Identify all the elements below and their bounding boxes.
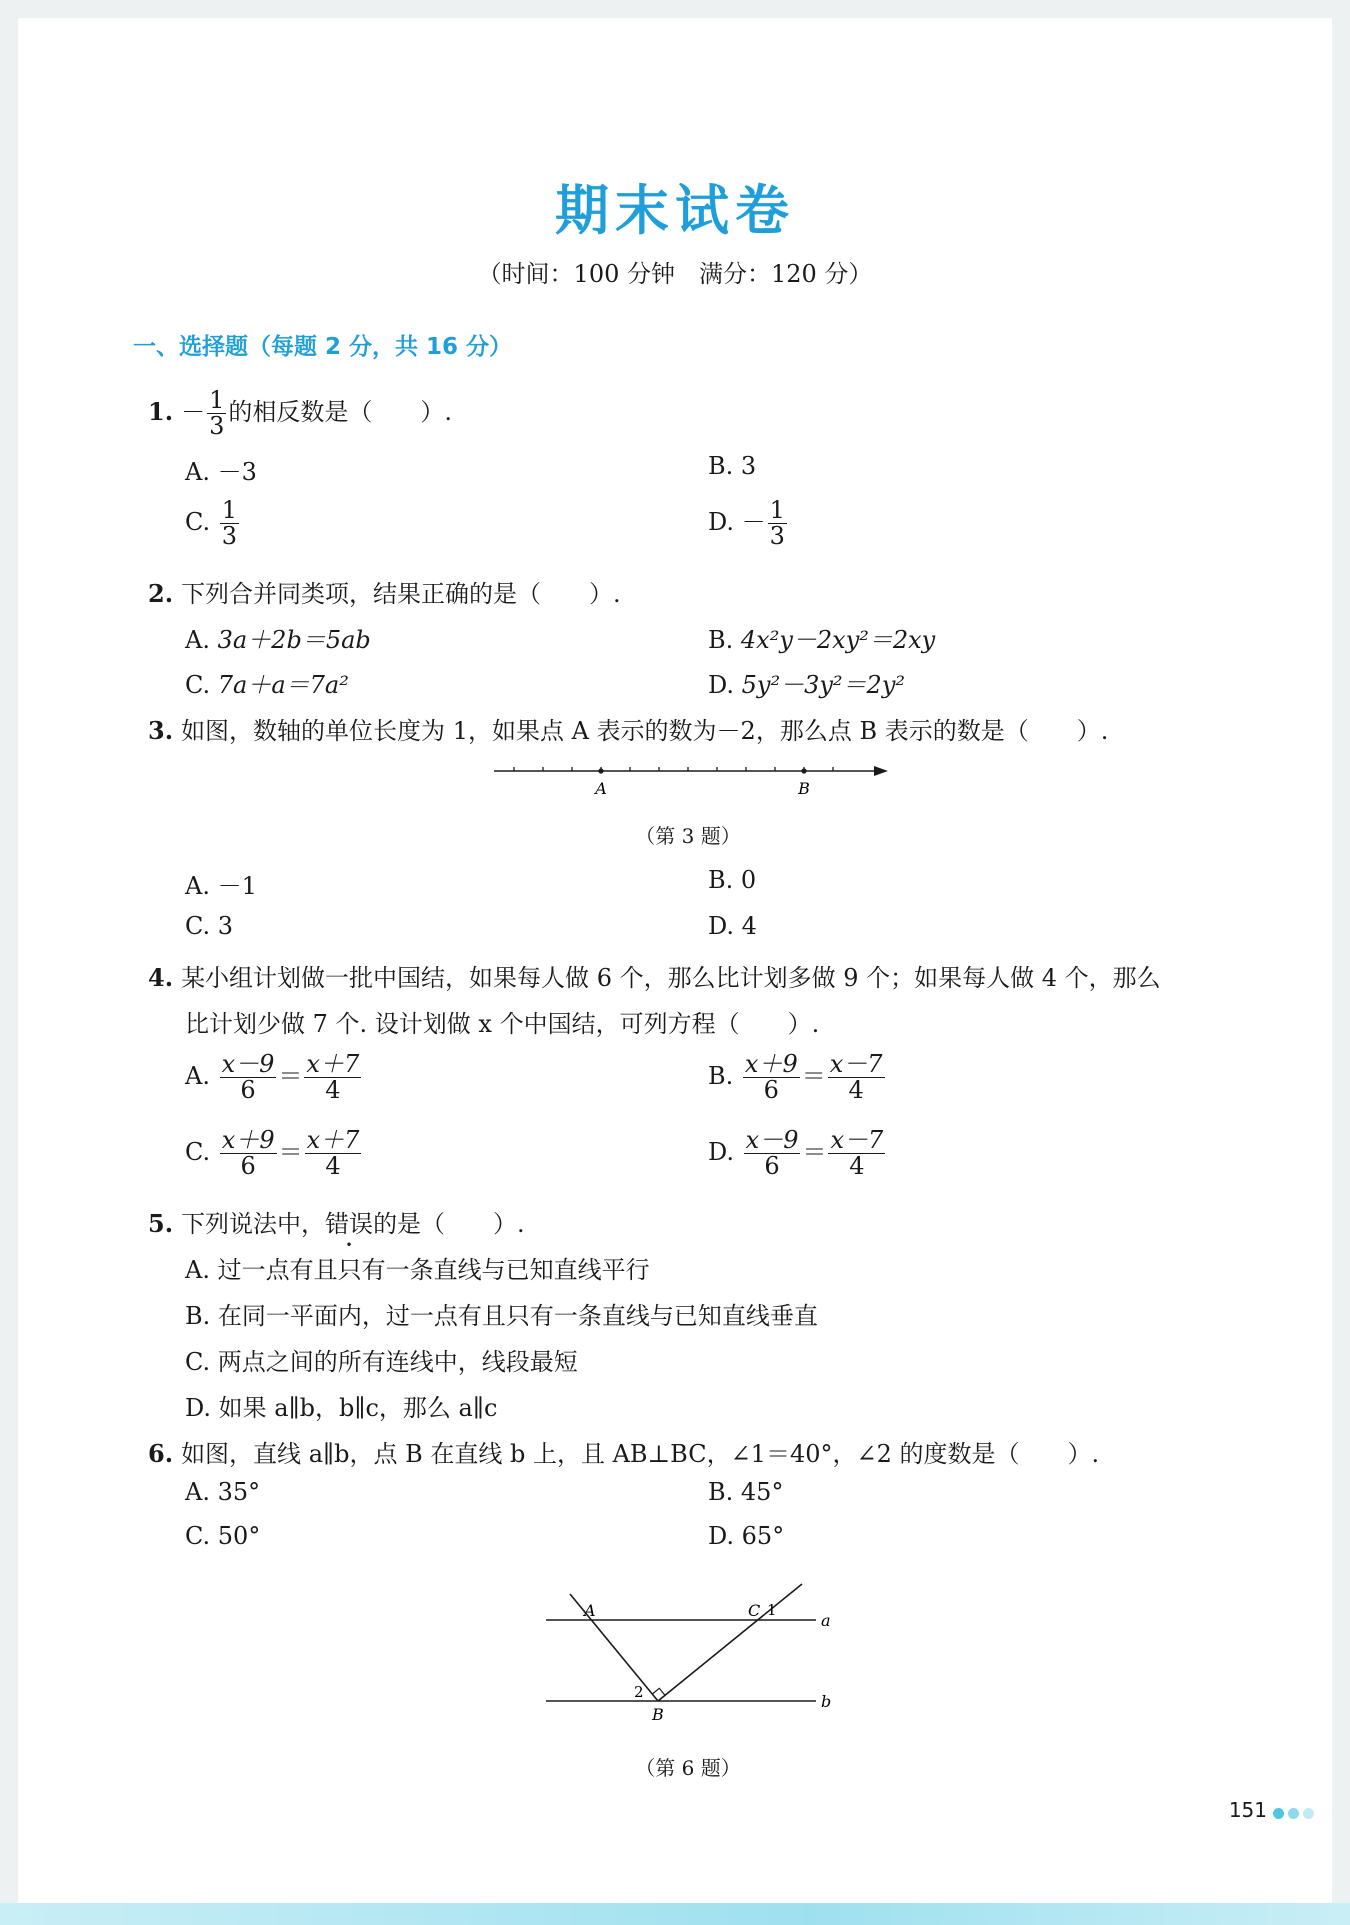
question-stem: 下列合并同类项，结果正确的是（ ）. — [181, 580, 621, 608]
frac-num: x－9 — [745, 1126, 799, 1154]
question-4 — [148, 958, 1161, 993]
bottom-decor-band — [0, 1903, 1350, 1925]
frac-num: x＋7 — [306, 1050, 360, 1078]
q4-option-d[interactable] — [708, 1128, 887, 1179]
option-label: A. — [185, 872, 210, 900]
equals-sign: ＝ — [278, 1138, 303, 1167]
question-number: 2. — [148, 579, 174, 608]
question-6 — [148, 1434, 1099, 1469]
q3-option-d[interactable] — [708, 912, 757, 940]
q3-option-c[interactable] — [185, 912, 233, 940]
option-label: C. — [185, 1348, 211, 1376]
question-2 — [148, 574, 621, 609]
rhs-fraction — [828, 1128, 885, 1179]
option-label: D. — [708, 1138, 735, 1167]
angle-1-label: 1 — [767, 1601, 777, 1619]
option-text: 在同一平面内，过一点有且只有一条直线与已知直线垂直 — [217, 1302, 818, 1330]
question-number: 6. — [148, 1439, 174, 1468]
option-label: B. — [185, 1302, 211, 1330]
option-label: A. — [185, 1478, 210, 1506]
frac-num: x－9 — [221, 1050, 275, 1078]
rhs-fraction — [828, 1052, 885, 1103]
page-number: 151 — [1228, 1798, 1267, 1822]
question-1 — [148, 388, 452, 439]
point-c-label: C — [748, 1601, 761, 1620]
q1-frac-num: 1 — [209, 386, 225, 414]
frac-num: 1 — [221, 496, 238, 524]
lhs-fraction — [220, 1052, 277, 1103]
q6-option-a[interactable] — [185, 1478, 260, 1506]
option-label: A. — [185, 1062, 210, 1091]
point-a-label: A — [584, 1601, 596, 1620]
line-a-label: a — [821, 1611, 831, 1630]
page-title: 期末试卷 — [555, 179, 795, 242]
q4-option-a[interactable] — [185, 1052, 363, 1103]
frac-num: x＋9 — [744, 1050, 798, 1078]
option-label: D. — [708, 1522, 735, 1550]
q5-option-b[interactable] — [185, 1296, 818, 1331]
option-text: 65° — [741, 1522, 785, 1550]
option-label: D. — [708, 912, 735, 940]
option-text: 0 — [740, 866, 757, 894]
q2-option-b[interactable] — [708, 620, 935, 655]
option-text: 两点之间的所有连线中，线段最短 — [217, 1348, 578, 1376]
frac-num: x－7 — [830, 1126, 884, 1154]
q3-option-b[interactable] — [708, 866, 756, 894]
right-angle-mark — [652, 1688, 665, 1695]
q1-stem-tail: 的相反数是（ ）. — [228, 398, 452, 427]
option-label: C. — [185, 671, 211, 699]
option-fraction — [768, 498, 787, 549]
frac-den: 3 — [769, 522, 785, 551]
q1-option-a[interactable] — [185, 452, 257, 487]
frac-den: 6 — [763, 1076, 779, 1105]
point-b-dot — [801, 768, 806, 773]
arrow-right-icon — [874, 766, 888, 776]
q1-option-d[interactable] — [708, 498, 789, 549]
q6-option-c[interactable] — [185, 1522, 260, 1550]
q6-option-d[interactable] — [708, 1522, 784, 1550]
equals-sign: ＝ — [278, 1062, 303, 1091]
question-number: 1. — [148, 397, 174, 427]
frac-den: 4 — [849, 1152, 865, 1181]
equals-sign: ＝ — [801, 1062, 826, 1091]
lhs-fraction — [744, 1128, 801, 1179]
question-stem-line1: 某小组计划做一批中国结，如果每人做 6 个，那么比计划多做 9 个；如果每人做 4 个，那么 — [181, 964, 1161, 992]
frac-den: 6 — [764, 1152, 780, 1181]
option-fraction — [220, 498, 239, 549]
point-a-label: A — [595, 779, 607, 798]
lhs-fraction — [220, 1128, 277, 1179]
option-text: 45° — [740, 1478, 784, 1506]
exam-info: （时间：100 分钟 满分：120 分） — [477, 260, 873, 288]
q1-option-c[interactable] — [185, 498, 241, 549]
option-text: 3 — [217, 912, 234, 940]
figure-caption: （第 6 题） — [635, 1756, 741, 1780]
rhs-fraction — [305, 1128, 362, 1179]
question-stem-post: 的是（ ）. — [373, 1210, 525, 1238]
option-text: 3 — [740, 452, 757, 480]
option-text: 过一点有且只有一条直线与已知直线平行 — [217, 1256, 650, 1284]
option-label: B. — [708, 1478, 734, 1506]
option-label: C. — [185, 1522, 211, 1550]
question-number: 4. — [148, 963, 174, 992]
frac-den: 6 — [240, 1152, 256, 1181]
question-3 — [148, 711, 1108, 746]
option-label: B. — [708, 626, 734, 654]
point-b-label: B — [798, 779, 810, 798]
option-text: 50° — [217, 1522, 261, 1550]
option-label: D. — [708, 671, 735, 699]
question-number: 5. — [148, 1209, 174, 1238]
option-label: A. — [185, 626, 210, 654]
option-text: 4 — [741, 912, 757, 940]
question-stem: 如图，数轴的单位长度为 1，如果点 A 表示的数为－2，那么点 B 表示的数是（ ）. — [181, 717, 1109, 745]
frac-num: x＋7 — [306, 1126, 360, 1154]
q2-option-a[interactable] — [185, 620, 371, 655]
q4-option-c[interactable] — [185, 1128, 363, 1179]
option-label: D. — [185, 1394, 212, 1422]
frac-num: 1 — [769, 496, 785, 524]
point-a-dot — [598, 768, 603, 773]
q2-option-c[interactable] — [185, 665, 349, 700]
q5-option-c[interactable] — [185, 1342, 578, 1377]
lhs-fraction — [743, 1052, 800, 1103]
option-label: B. — [708, 452, 734, 480]
frac-den: 4 — [325, 1076, 341, 1105]
point-b-label: B — [652, 1705, 664, 1724]
option-label: C. — [185, 1138, 211, 1167]
equals-sign: ＝ — [802, 1138, 827, 1167]
option-text: 35° — [217, 1478, 261, 1506]
q2-option-d[interactable] — [708, 665, 905, 700]
option-sign: － — [741, 508, 766, 537]
question-stem-pre: 下列说法中， — [181, 1210, 326, 1238]
option-text: 7a＋a＝7a² — [217, 671, 349, 699]
option-text: －1 — [217, 872, 257, 900]
page-number-block — [1229, 1798, 1318, 1824]
q1-fraction — [207, 388, 226, 439]
parallel-lines-figure — [540, 1576, 840, 1726]
page-dots-decor — [1273, 1800, 1318, 1824]
q3-option-a[interactable] — [185, 866, 257, 901]
option-label: A. — [185, 458, 210, 486]
frac-num: x－7 — [829, 1050, 883, 1078]
frac-den: 4 — [848, 1076, 864, 1105]
option-label: B. — [708, 866, 734, 894]
q5-option-a[interactable] — [185, 1250, 650, 1285]
option-text: 5y²－3y²＝2y² — [741, 671, 906, 699]
q1-frac-den: 3 — [209, 412, 225, 441]
option-label: B. — [708, 1062, 734, 1091]
option-text: －3 — [217, 458, 257, 486]
line-b-label: b — [821, 1692, 832, 1711]
option-text: 4x²y－2xy²＝2xy — [740, 626, 936, 654]
frac-den: 6 — [240, 1076, 256, 1105]
question-4-line2: 比计划少做 7 个. 设计划做 x 个中国结，可列方程（ ）. — [185, 1010, 820, 1038]
rhs-fraction — [304, 1052, 361, 1103]
question-stem: 如图，直线 a∥b，点 B 在直线 b 上，且 AB⊥BC，∠1＝40°，∠2 的度数是（ ）. — [181, 1440, 1100, 1468]
q6-option-b[interactable] — [708, 1478, 783, 1506]
section-heading: 一、选择题（每题 2 分，共 16 分） — [133, 334, 513, 360]
q1-option-b[interactable] — [708, 452, 756, 480]
frac-den: 3 — [221, 522, 238, 551]
option-label: C. — [185, 912, 211, 940]
number-line-figure — [490, 756, 890, 806]
question-5 — [148, 1204, 525, 1239]
frac-den: 4 — [325, 1152, 341, 1181]
segment-bc — [658, 1584, 802, 1701]
question-number: 3. — [148, 716, 174, 745]
option-text: 3a＋2b＝5ab — [217, 626, 371, 654]
emphasis-word: 错误 — [325, 1210, 374, 1238]
figure-caption: （第 3 题） — [635, 824, 741, 848]
q1-sign: － — [181, 398, 206, 427]
q4-option-b[interactable] — [708, 1052, 887, 1103]
option-label: C. — [185, 508, 211, 537]
frac-num: x＋9 — [221, 1126, 275, 1154]
option-label: A. — [185, 1256, 210, 1284]
q5-option-d[interactable] — [185, 1388, 497, 1423]
option-label: D. — [708, 508, 735, 537]
option-text: 如果 a∥b，b∥c，那么 a∥c — [218, 1394, 498, 1422]
angle-2-label: 2 — [634, 1683, 644, 1701]
